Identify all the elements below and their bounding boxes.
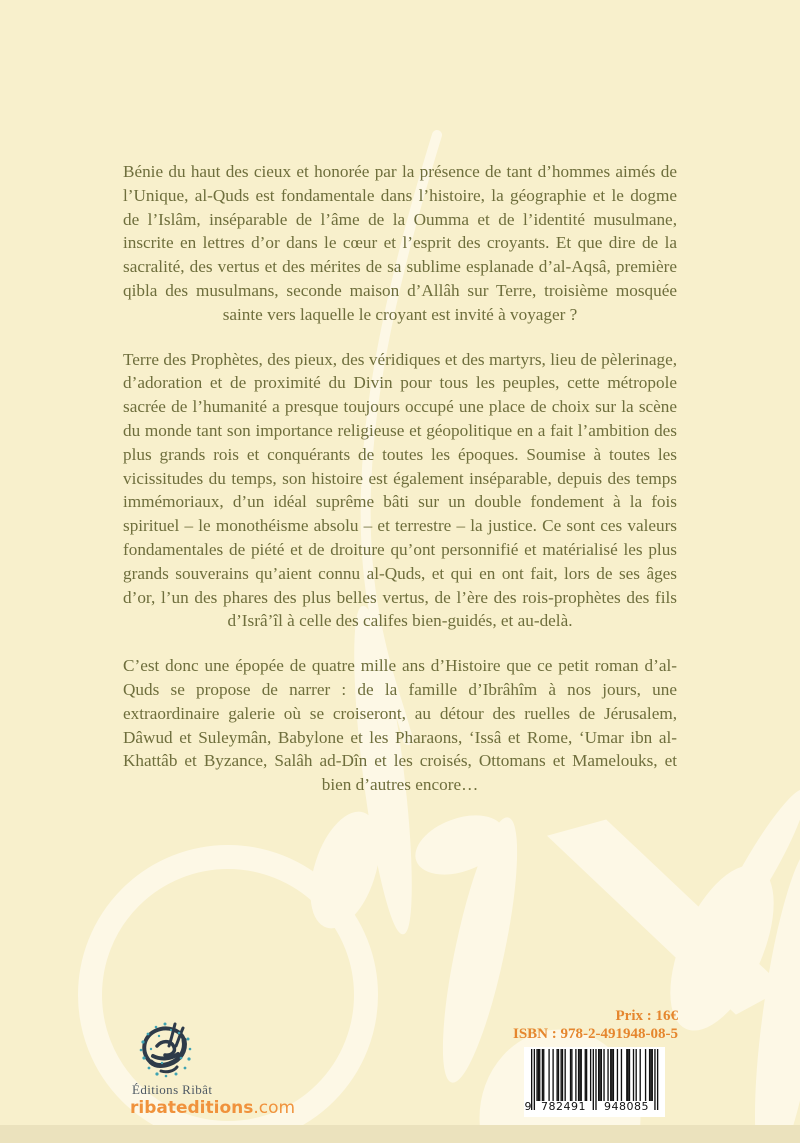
- publisher-website: [130, 1098, 295, 1118]
- isbn-label: ISBN : 978-2-491948-08-5: [513, 1025, 678, 1042]
- publisher-website-tld: .com: [253, 1098, 296, 1118]
- barcode-digit-group: 9: [524, 1100, 532, 1113]
- barcode-digit-group: 948085: [604, 1100, 649, 1113]
- sale-info-block: [418, 1008, 678, 1043]
- cover-bottom-edge-shadow: [0, 1125, 800, 1143]
- synopsis-paragraph-1: Bénie du haut des cieux et honorée par la présence de tant d’hommes aimés de l’Unique, al-Quds est fondamentale dans l’histoire, la géographie et le dogme de l’Islâm, inséparable de l’âme de la Oumma et de l’identité musulmane, inscrite en lettres d’or dans le cœur et l’esprit des croyants. Et que dire de la sacralité, des vertus et des mérites de sa sublime esplanade d’al-Aqsâ, première qibla des musulmans, seconde maison d’Allâh sur Terre, troisième mosquée sainte vers laquelle le croyant est invité à voyager ?: [123, 162, 677, 324]
- synopsis-paragraph-2: Terre des Prophètes, des pieux, des véridiques et des martyrs, lieu de pèlerinage, d’adoration et de proximité du Divin pour tous les peuples, cette métropole sacrée de l’humanité a presque toujours occupé une place de choix sur la scène du monde tant son importance religieuse et géopolitique en a fait l’ambition des plus grands rois et conquérants de toutes les époques. Soumise à toutes les vicissitudes du temps, son histoire est également inséparable, depuis des temps immémoriaux, d’un idéal suprême bâti sur un double fondement à la fois spirituel – le monothéisme absolu – et terrestre – la justice. Ce sont ces valeurs fondamentales de piété et de droiture qu’ont personnifié et matérialisé les plus grands souverains qu’aient connu al-Quds, et qui en ont fait, lors de ses âges d’or, l’un des phares des plus belles vertus, de l’ère des rois-prophètes des fils d’Isrâ’îl à celle des califes bien-guidés, et au-delà.: [123, 349, 677, 631]
- publisher-name: Éditions Ribât: [132, 1082, 213, 1097]
- publisher-calligraphy-logo-icon: [131, 1016, 197, 1082]
- synopsis-text-block: [123, 160, 677, 818]
- publisher-website-main: ribateditions: [130, 1098, 254, 1118]
- price-label: Prix : 16€: [615, 1008, 678, 1024]
- synopsis-paragraph-3: C’est donc une épopée de quatre mille ans d’Histoire que ce petit roman d’al-Quds se propose de narrer : de la famille d’Ibrâhîm à nos jours, une extraordinaire galerie où se croiseront, au détour des ruelles de Jérusalem, Dâwud et Suleymân, Babylone et les Pharaons, ‘Issâ et Rome, ‘Umar ibn al-Khattâb et Byzance, Salâh ad-Dîn et les croisés, Ottomans et Mamelouks, et bien d’autres encore…: [123, 656, 677, 795]
- barcode-digit-group: 782491: [541, 1100, 586, 1113]
- barcode: [524, 1047, 665, 1117]
